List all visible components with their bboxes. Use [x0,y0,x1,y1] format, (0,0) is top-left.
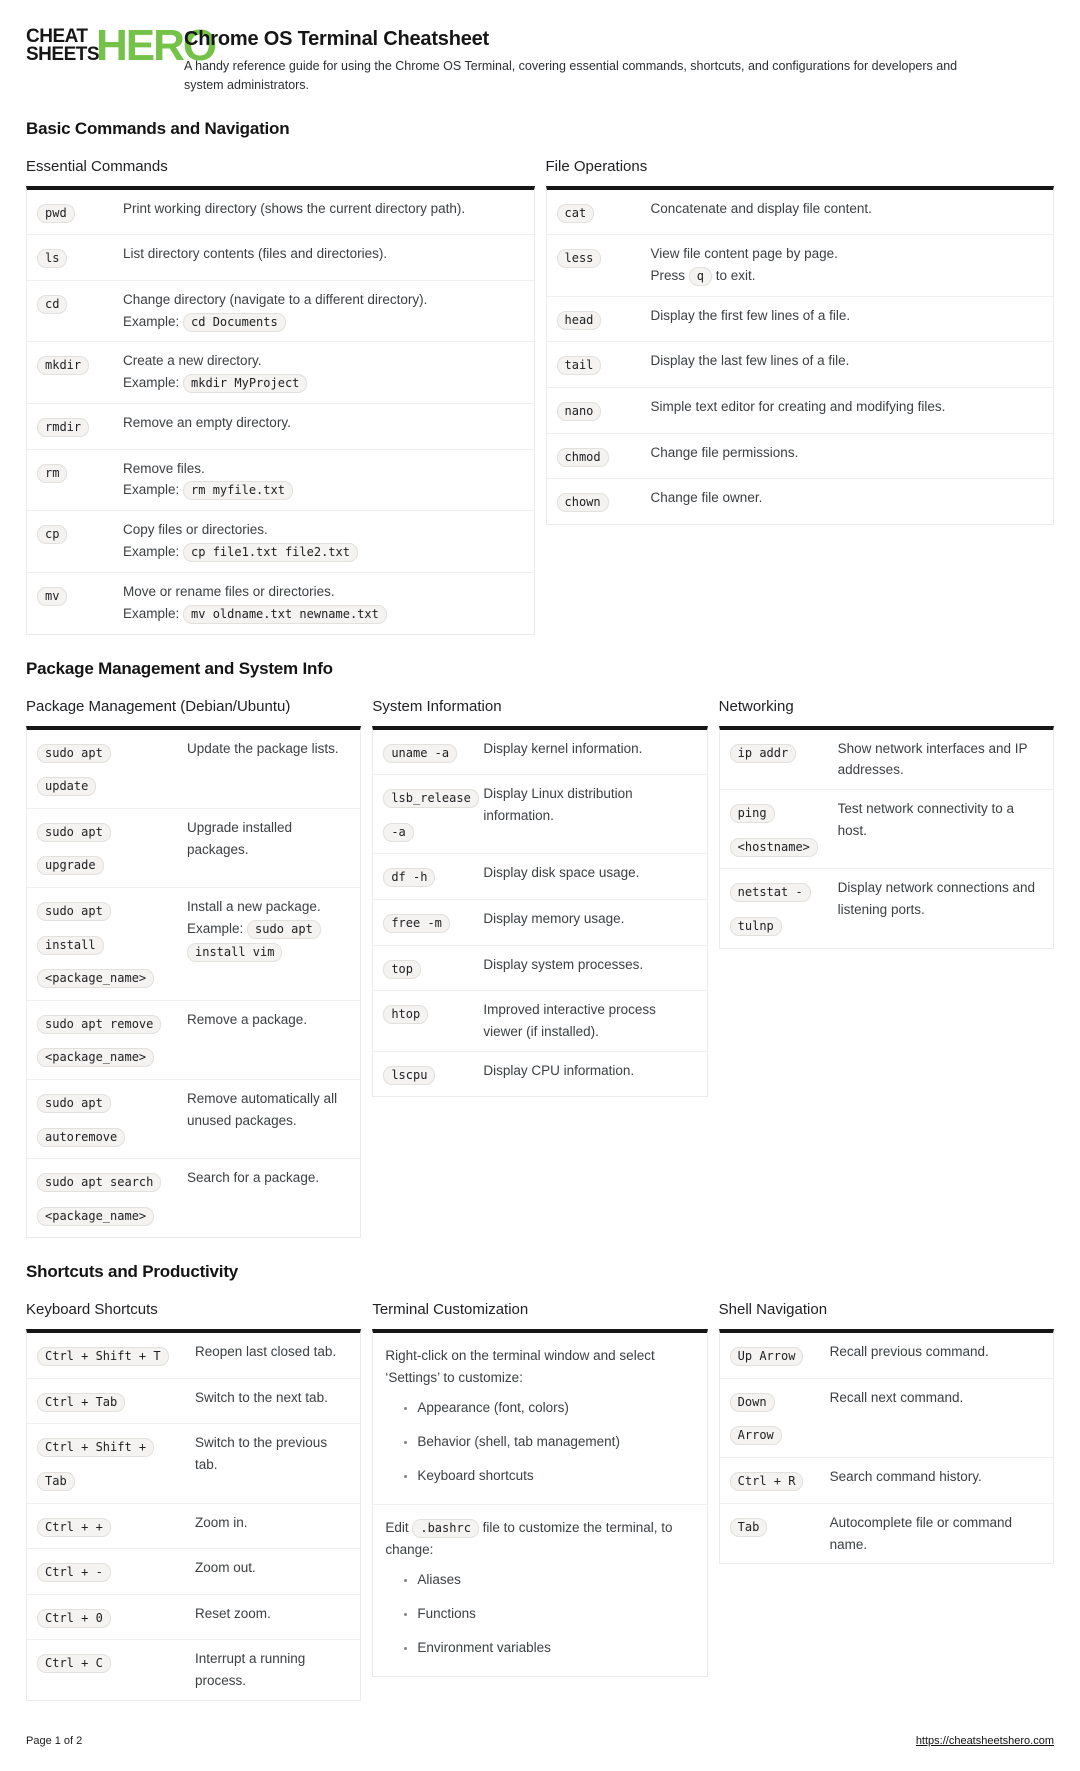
section-title: Package Management and System Info [26,658,333,678]
text-segment: Display the first few lines of a file. [650,307,851,323]
command-chip: sudo apt autoremove [37,1094,125,1147]
command-description [651,195,1044,230]
command-table [372,726,707,1098]
command-chip-cell [37,893,187,995]
text-segment: Display the last few lines of a file. [650,353,850,369]
command-chip: top [383,960,421,979]
command-chip-cell [557,240,651,291]
table-heading: Package Management (Debian/Ubuntu) [26,697,291,715]
section-columns [26,1297,1054,1701]
command-table [26,186,535,635]
command-description [195,1554,350,1589]
command-row [547,388,1054,434]
command-description [830,1463,1043,1498]
command-chip: Ctrl + Shift + Tab [37,1438,154,1491]
bullet-item: • Aliases [417,1569,694,1591]
command-chip: ping <hostname> [730,804,818,857]
text-segment: Zoom out. [195,1560,256,1576]
text-segment: Recall previous command. [829,1344,989,1360]
text-segment: Remove automatically all unused packages. [187,1090,338,1128]
command-chip-cell [557,302,651,337]
text-segment: Display Linux distribution information. [483,786,633,824]
command-chip-cell [37,1085,187,1153]
command-chip-cell [37,455,123,506]
command-chip-cell [383,859,483,894]
command-chip-cell [383,905,483,940]
command-chip: Down Arrow [730,1393,782,1446]
command-chip-cell [37,1554,195,1589]
text-segment: Autocomplete file or command name. [829,1514,1012,1552]
bullet-item: • Functions [417,1603,694,1625]
command-description [123,347,524,398]
command-row [27,450,534,512]
text-segment: Simple text editor for creating and modifying files. [650,398,946,414]
text-segment: Display memory usage. [483,910,625,926]
text-segment: Zoom in. [195,1514,248,1530]
command-chip: head [557,311,602,330]
command-row [27,342,534,404]
command-description [651,240,1044,291]
text-segment: Reset zoom. [195,1605,271,1621]
section-columns [26,694,1054,1239]
command-row [27,1640,360,1700]
brand-line-1: CHEAT [26,26,88,47]
table-column [719,694,1054,949]
table-heading: System Information [372,697,502,715]
command-description [830,1384,1043,1452]
command-description [195,1338,350,1373]
command-chip-cell [730,795,838,863]
text-segment: Change file owner. [650,490,763,506]
command-chip: lscpu [383,1066,435,1085]
table-column [372,1297,707,1677]
bullet-list [385,1397,694,1486]
command-row [27,190,534,236]
section [26,1262,1054,1701]
command-chip: sudo apt update [37,744,111,797]
code-chip: mkdir MyProject [183,374,307,393]
command-table [719,1329,1054,1564]
command-chip-cell [37,1006,187,1074]
command-chip: rm [37,464,67,483]
command-chip-cell [37,1384,195,1419]
command-chip-cell [37,1600,195,1635]
command-description [187,1006,350,1074]
command-chip: sudo apt install <package_name> [37,902,154,988]
command-row [373,946,706,992]
command-description [123,578,524,629]
text-segment: Display disk space usage. [483,865,640,881]
code-chip: cp file1.txt file2.txt [183,543,358,562]
command-row [720,1458,1053,1504]
command-description [838,735,1043,785]
text-segment: Change directory (navigate to a different directory). [123,291,428,307]
command-chip-cell [37,240,123,275]
command-row [373,1052,706,1097]
table-column [546,154,1055,525]
text-segment: file to customize the terminal, to change: [385,1520,673,1557]
bullet-item: • Keyboard shortcuts [417,1465,694,1487]
code-chip: q [689,267,712,286]
command-chip-cell [730,735,838,785]
command-chip: Ctrl + C [37,1654,111,1673]
command-description [187,814,350,882]
command-description [483,780,696,848]
command-chip: Up Arrow [730,1347,804,1366]
text-segment: Reopen last closed tab. [195,1344,337,1360]
command-chip-cell [557,439,651,474]
text-segment: Upgrade installed packages. [187,819,293,857]
command-chip: Ctrl + R [730,1472,804,1491]
section [26,659,1054,1239]
text-segment: Remove a package. [187,1011,308,1027]
block-intro [385,1517,694,1560]
section-columns [26,154,1054,635]
command-chip-cell [37,286,123,337]
command-description [195,1600,350,1635]
customization-block [373,1333,706,1505]
command-chip-cell [37,516,123,567]
section [26,119,1054,635]
text-segment: Example: [123,544,184,560]
command-chip: less [557,249,602,268]
command-description [195,1429,350,1497]
code-chip: cd Documents [183,313,286,332]
command-chip: Ctrl + - [37,1563,111,1582]
command-chip-cell [37,1429,195,1497]
text-segment: View file content page by page. [650,246,838,262]
command-description [187,1085,350,1153]
command-description [187,735,350,803]
code-chip: mv oldname.txt newname.txt [183,605,387,624]
text-segment: Example: [123,482,184,498]
command-chip-cell [37,1164,187,1232]
command-row [373,730,706,776]
bullet-item: • Environment variables [417,1637,694,1659]
table-heading: File Operations [545,157,648,175]
command-description [651,302,1044,337]
command-chip-cell [557,393,651,428]
command-row [27,1001,360,1080]
command-chip: cp [37,525,67,544]
header [26,21,1054,95]
command-table [26,1329,361,1701]
text-segment: Interrupt a running process. [195,1651,306,1689]
command-description [651,347,1044,382]
command-chip: mv [37,587,67,606]
command-row [720,1379,1053,1458]
command-description [123,409,524,444]
command-chip-cell [37,1645,195,1695]
command-chip: ls [37,249,67,268]
command-row [373,991,706,1052]
command-chip-cell [383,996,483,1046]
command-row [547,235,1054,297]
command-description [187,1164,350,1232]
command-description [651,484,1044,519]
bullet-item: • Appearance (font, colors) [417,1397,694,1419]
command-chip-cell [37,409,123,444]
page-number: Page 1 of 2 [26,1735,83,1748]
text-segment: Change file permissions. [650,444,799,460]
command-description [123,195,524,230]
command-description [123,516,524,567]
table-column [372,694,707,1098]
command-description [483,1057,696,1092]
command-row [27,1080,360,1159]
code-chip: .bashrc [412,1519,479,1538]
command-chip: Ctrl + 0 [37,1609,111,1628]
command-description [195,1384,350,1419]
section-title: Basic Commands and Navigation [26,118,290,138]
command-row [547,434,1054,480]
command-row [27,404,534,450]
text-segment: Display kernel information. [483,740,643,756]
command-description [123,240,524,275]
text-segment: Display network connections and listening ports. [837,880,1036,918]
text-segment: Copy files or directories. [123,522,268,538]
command-chip-cell [37,814,187,882]
command-row [27,1379,360,1425]
command-chip-cell [730,874,838,942]
command-description [483,735,696,770]
info-panel [372,1329,707,1677]
command-chip: uname -a [383,744,457,763]
command-row [547,297,1054,343]
command-chip-cell [37,1338,195,1373]
table-column [719,1297,1054,1564]
text-segment: Example: [123,313,184,329]
text-segment: Remove an empty directory. [123,415,291,430]
text-segment: Test network connectivity to a host. [837,801,1014,839]
code-chip: sudo apt install vim [187,920,321,962]
command-chip: mkdir [37,356,89,375]
command-row [27,888,360,1001]
text-segment: Switch to the next tab. [195,1389,328,1405]
header-text [184,26,996,95]
block-intro [385,1345,694,1388]
command-row [720,790,1053,869]
command-chip-cell [557,347,651,382]
brand-accent: HERO [96,21,216,70]
content [26,119,1054,1702]
text-segment: Remove files. [123,460,205,476]
table-heading: Shell Navigation [718,1301,828,1319]
command-row [27,511,534,573]
command-chip-cell [37,195,123,230]
text-segment: Recall next command. [829,1389,964,1405]
command-chip-cell [383,735,483,770]
text-segment: Example: [123,375,184,391]
command-chip-cell [37,735,187,803]
command-chip-cell [383,1057,483,1092]
command-table [26,726,361,1239]
command-row [27,1504,360,1550]
command-chip: cat [557,204,595,223]
table-heading: Keyboard Shortcuts [26,1301,158,1319]
command-chip-cell [730,1509,830,1559]
command-chip-cell [37,347,123,398]
text-segment: Display system processes. [483,956,644,972]
command-chip-cell [730,1384,830,1452]
text-segment: Update the package lists. [187,740,339,756]
command-table [719,726,1054,949]
text-segment: Search for a package. [187,1170,320,1186]
command-chip: ip addr [730,744,797,763]
command-chip-cell [557,484,651,519]
command-chip: cd [37,295,67,314]
brand-logo [26,21,216,70]
text-segment: Install a new package. [187,898,321,914]
command-description [651,393,1044,428]
command-description [123,455,524,506]
text-segment: List directory contents (files and directories). [123,246,388,262]
text-segment: Display CPU information. [483,1062,635,1078]
command-chip: lsb_release -a [383,789,478,842]
command-chip: rmdir [37,418,89,437]
command-row [27,1424,360,1503]
table-column [26,694,361,1239]
text-segment: Concatenate and display file content. [650,200,872,216]
command-chip-cell [383,951,483,986]
text-segment: Example: [123,605,184,621]
text-segment: Search command history. [829,1469,982,1485]
command-chip-cell [37,578,123,629]
table-heading: Essential Commands [26,157,168,175]
command-description [830,1338,1043,1373]
command-description [123,286,524,337]
command-row [720,1504,1053,1564]
command-chip-cell [730,1463,830,1498]
command-description [483,859,696,894]
command-chip: df -h [383,868,435,887]
command-description [483,905,696,940]
bullet-list [385,1569,694,1658]
command-chip: free -m [383,914,450,933]
text-segment: Right-click on the terminal window and select ‘Settings’ to customize: [385,1348,655,1385]
command-row [27,573,534,634]
command-row [27,1595,360,1641]
text-segment: Press [650,267,689,283]
command-chip: Ctrl + Tab [37,1393,125,1412]
site-link[interactable]: https://cheatsheetshero.com [915,1735,1054,1748]
command-row [547,190,1054,236]
command-chip: chown [557,493,609,512]
command-row [27,809,360,888]
brand-line-2: SHEETS [26,44,100,66]
command-table [546,186,1055,525]
command-chip: chmod [557,448,609,467]
command-description [483,951,696,986]
text-segment: Move or rename files or directories. [123,583,335,599]
command-row [720,1333,1053,1379]
command-description [651,439,1044,474]
command-chip: Tab [730,1518,768,1537]
command-chip: Ctrl + Shift + T [37,1347,169,1366]
command-description [838,795,1043,863]
command-row [373,900,706,946]
command-description [195,1645,350,1695]
command-chip: nano [557,402,602,421]
command-row [547,479,1054,524]
command-description [483,996,696,1046]
command-chip: htop [383,1005,428,1024]
command-row [373,775,706,854]
brand-wordmark [26,28,99,64]
command-chip: sudo apt upgrade [37,823,111,876]
text-segment: Create a new directory. [123,353,262,369]
command-description [830,1509,1043,1559]
command-chip: pwd [37,204,75,223]
command-chip-cell [383,780,483,848]
command-chip-cell [557,195,651,230]
page-subtitle: A handy reference guide for using the Chrome OS Terminal, covering essential commands, shortcuts, and configurations for developers and system administrators. [184,59,958,92]
command-chip: sudo apt search <package_name> [37,1173,161,1226]
command-row [27,281,534,343]
command-chip: netstat -tulnp [730,883,811,936]
command-chip: sudo apt remove <package_name> [37,1015,161,1068]
command-row [27,1333,360,1379]
code-chip: rm myfile.txt [183,481,293,500]
text-segment: Print working directory (shows the current directory path). [123,200,466,216]
table-heading: Terminal Customization [372,1301,529,1319]
footer [26,1735,1054,1747]
section-title: Shortcuts and Productivity [26,1262,239,1282]
command-chip: tail [557,356,602,375]
command-row [720,730,1053,791]
text-segment: Show network interfaces and IP addresses. [837,740,1028,778]
command-row [27,730,360,809]
table-heading: Networking [718,697,794,715]
command-row [27,1159,360,1237]
table-column [26,1297,361,1701]
command-row [547,342,1054,388]
command-row [27,235,534,281]
command-chip-cell [730,1338,830,1373]
text-segment: Improved interactive process viewer (if installed). [483,1002,656,1039]
command-chip: Ctrl + + [37,1518,111,1537]
command-description [838,874,1043,942]
text-segment: to exit. [712,267,756,283]
page-title: Chrome OS Terminal Cheatsheet [184,28,490,50]
bullet-item: • Behavior (shell, tab management) [417,1431,694,1453]
text-segment: Switch to the previous tab. [195,1435,328,1473]
command-row [720,869,1053,947]
table-column [26,154,535,635]
customization-block [373,1505,706,1676]
text-segment: Edit [385,1520,413,1536]
command-row [27,1549,360,1595]
text-segment: Example: [187,920,248,936]
command-row [373,854,706,900]
command-description [187,893,350,995]
